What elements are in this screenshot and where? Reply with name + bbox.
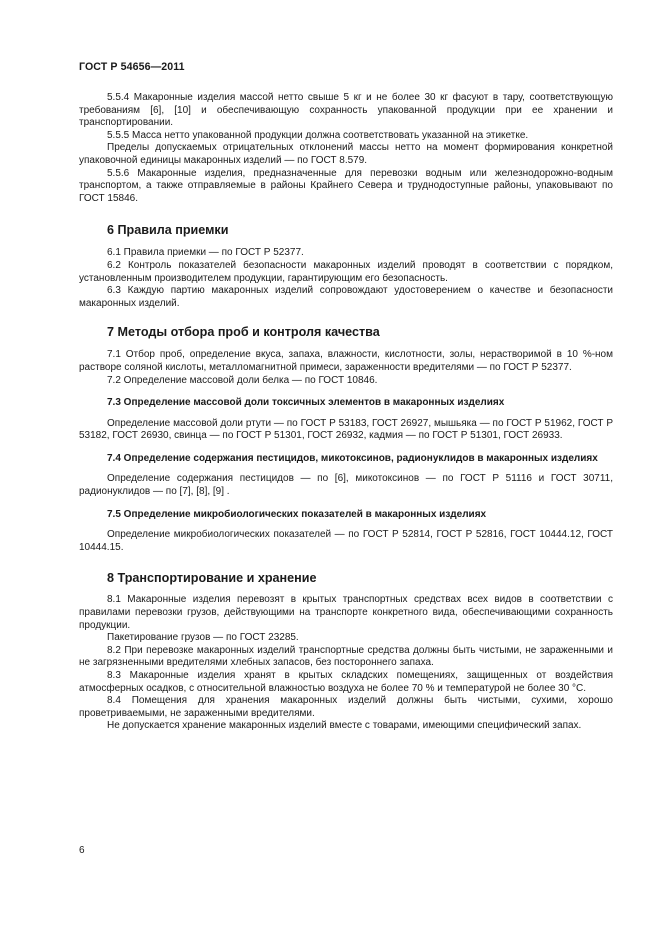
paragraph-5-5-5-limits: Пределы допускаемых отрицательных отклонений массы нетто на момент формирования конкретной упаковочной единицы макаронных изделий — по ГОСТ 8.579. — [79, 142, 613, 166]
subsection-7-5-heading: 7.5 Определение микробиологических показателей в макаронных изделиях — [107, 508, 487, 520]
subsection-7-4-heading: 7.4 Определение содержания пестицидов, микотоксинов, радионуклидов в макаронных изделиях — [107, 452, 598, 464]
page-number: 6 — [79, 845, 85, 856]
paragraph-8-1-packaging: Пакетирование грузов — по ГОСТ 23285. — [107, 632, 299, 644]
paragraph-7-3: Определение массовой доли ртути — по ГОСТ Р 53183, ГОСТ 26927, мышьяка — по ГОСТ Р 51962, ГОСТ Р 53182, ГОСТ 26930, свинца — по ГОСТ Р 51301, ГОСТ 26932, кадмия — по ГОСТ Р 51301, ГОСТ 26933. — [79, 417, 613, 442]
paragraph-5-5-4: 5.5.4 Макаронные изделия массой нетто свыше 5 кг и не более 30 кг фасуют в тару, соответствующую требованиям [6], [10] и обеспечивающую сохранность упакованной продукции при ее хранении и транспортировании. — [79, 92, 613, 129]
paragraph-5-5-5: 5.5.5 Масса нетто упакованной продукции должна соответствовать указанной на этикетке. — [107, 129, 529, 141]
paragraph-8-3: 8.3 Макаронные изделия хранят в крытых складских помещениях, защищенных от воздействия атмосферных осадков, с относительной влажностью воздуха не более 70 % и температурой не более 30 °С. — [79, 670, 613, 694]
paragraph-7-2: 7.2 Определение массовой доли белка — по ГОСТ 10846. — [107, 374, 378, 386]
paragraph-7-4: Определение содержания пестицидов — по [6], микотоксинов — по ГОСТ Р 51116 и ГОСТ 30711, радионуклидов — по [7], [8], [9] . — [79, 473, 613, 498]
paragraph-7-1: 7.1 Отбор проб, определение вкуса, запаха, влажности, кислотности, золы, нерастворимой в 10 %-ном растворе соляной кислоты, металломагнитной примеси, зараженности вредителями — по ГОСТ Р 52377. — [79, 349, 613, 373]
paragraph-8-4: 8.4 Помещения для хранения макаронных изделий должны быть чистыми, сухими, хорошо проветриваемыми, не зараженными вредителями. — [79, 695, 613, 719]
document-header-code: ГОСТ Р 54656—2011 — [79, 61, 185, 73]
paragraph-8-1: 8.1 Макаронные изделия перевозят в крытых транспортных средствах всех видов в соответствии с правилами перевозки грузов, действующими на транспорте конкретного вида, обеспечивающими сохранность продукции. — [79, 594, 613, 631]
paragraph-6-3: 6.3 Каждую партию макаронных изделий сопровождают удостоверением о качестве и безопасности макаронных изделий. — [79, 285, 613, 309]
paragraph-7-5: Определение микробиологических показателей — по ГОСТ Р 52814, ГОСТ Р 52816, ГОСТ 10444.12, ГОСТ 10444.15. — [79, 529, 613, 553]
section-6-heading: 6 Правила приемки — [107, 223, 229, 238]
section-8-heading: 8 Транспортирование и хранение — [107, 571, 317, 586]
paragraph-5-5-6: 5.5.6 Макаронные изделия, предназначенные для перевозки водным или железнодорожно-водным транспортом, а также отправляемые в районы Крайнего Севера и труднодоступные районы, упаковывают по ГОСТ 15846. — [79, 167, 613, 204]
subsection-7-3-heading: 7.3 Определение массовой доли токсичных элементов в макаронных изделиях — [107, 397, 505, 409]
paragraph-8-4-restriction: Не допускается хранение макаронных изделий вместе с товарами, имеющими специфический запах. — [107, 720, 582, 732]
section-7-heading: 7 Методы отбора проб и контроля качества — [107, 325, 380, 340]
paragraph-8-2: 8.2 При перевозке макаронных изделий транспортные средства должны быть чистыми, не зараженными и не загрязненными вредителями хлебных запасов, без постороннего запаха. — [79, 644, 613, 669]
paragraph-6-2: 6.2 Контроль показателей безопасности макаронных изделий проводят в соответствии с порядком, установленным производителем продукции, гарантирующим его безопасность. — [79, 259, 613, 284]
paragraph-6-1: 6.1 Правила приемки — по ГОСТ Р 52377. — [107, 247, 304, 259]
document-body — [79, 92, 613, 733]
